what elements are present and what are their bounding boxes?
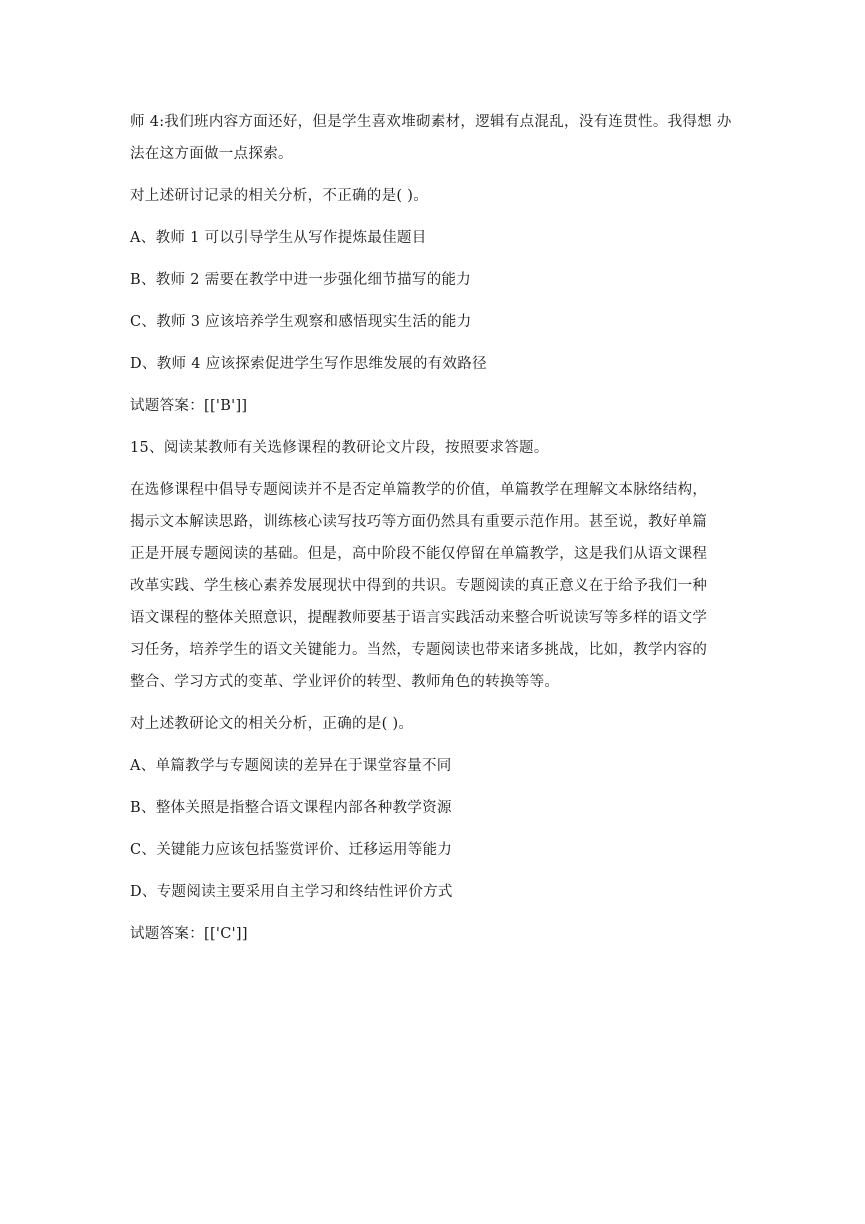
q15-passage-line: 习任务，培养学生的语文关键能力。当然，专题阅读也带来诸多挑战，比如，教学内容的 bbox=[130, 642, 708, 658]
q14-option-b: B、教师 2 需要在教学中进一步强化细节描写的能力 bbox=[130, 272, 472, 288]
q14-context bbox=[130, 106, 738, 170]
q14-option-a: A、教师 1 可以引导学生从写作提炼最佳题目 bbox=[130, 230, 427, 246]
q15-answer: 试题答案：[['C']] bbox=[130, 926, 248, 942]
q15-passage-line: 整合、学习方式的变革、学业评价的转型、教师角色的转换等等。 bbox=[130, 674, 560, 690]
q15-passage-line: 在选修课程中倡导专题阅读并不是否定单篇教学的价值，单篇教学在理解文本脉络结构， bbox=[130, 482, 708, 498]
q14-context-line: 法在这方面做一点探索。 bbox=[130, 146, 293, 162]
q15-option-a: A、单篇教学与专题阅读的差异在于课堂容量不同 bbox=[130, 758, 452, 774]
q15-passage-line: 改革实践、学生核心素养发展现状中得到的共识。专题阅读的真正意义在于给予我们一种 bbox=[130, 578, 708, 594]
q15-passage bbox=[130, 474, 738, 698]
document-page bbox=[130, 106, 738, 960]
q14-stem: 对上述研讨记录的相关分析，不正确的是( )。 bbox=[130, 188, 429, 204]
q15-passage-line: 揭示文本解读思路，训练核心读写技巧等方面仍然具有重要示范作用。甚至说，教好单篇 bbox=[130, 514, 708, 530]
q15-option-c: C、关键能力应该包括鉴赏评价、迁移运用等能力 bbox=[130, 842, 453, 858]
q14-option-d: D、教师 4 应该探索促进学生写作思维发展的有效路径 bbox=[130, 356, 487, 372]
q14-option-c: C、教师 3 应该培养学生观察和感悟现实生活的能力 bbox=[130, 314, 472, 330]
q15-passage-line: 正是开展专题阅读的基础。但是，高中阶段不能仅停留在单篇教学，这是我们从语文课程 bbox=[130, 546, 708, 562]
q15-stem: 对上述教研论文的相关分析，正确的是( )。 bbox=[130, 716, 414, 732]
q15-title: 15、阅读某教师有关选修课程的教研论文片段，按照要求答题。 bbox=[130, 440, 549, 456]
q14-context-line: 师 4:我们班内容方面还好，但是学生喜欢堆砌素材，逻辑有点混乱，没有连贯性。我得想 办 bbox=[130, 114, 732, 130]
q15-passage-line: 语文课程的整体关照意识，提醒教师要基于语言实践活动来整合听说读写等多样的语文学 bbox=[130, 610, 708, 626]
q15-option-b: B、整体关照是指整合语文课程内部各种教学资源 bbox=[130, 800, 452, 816]
q14-answer: 试题答案：[['B']] bbox=[130, 398, 248, 414]
q15-option-d: D、专题阅读主要采用自主学习和终结性评价方式 bbox=[130, 884, 453, 900]
